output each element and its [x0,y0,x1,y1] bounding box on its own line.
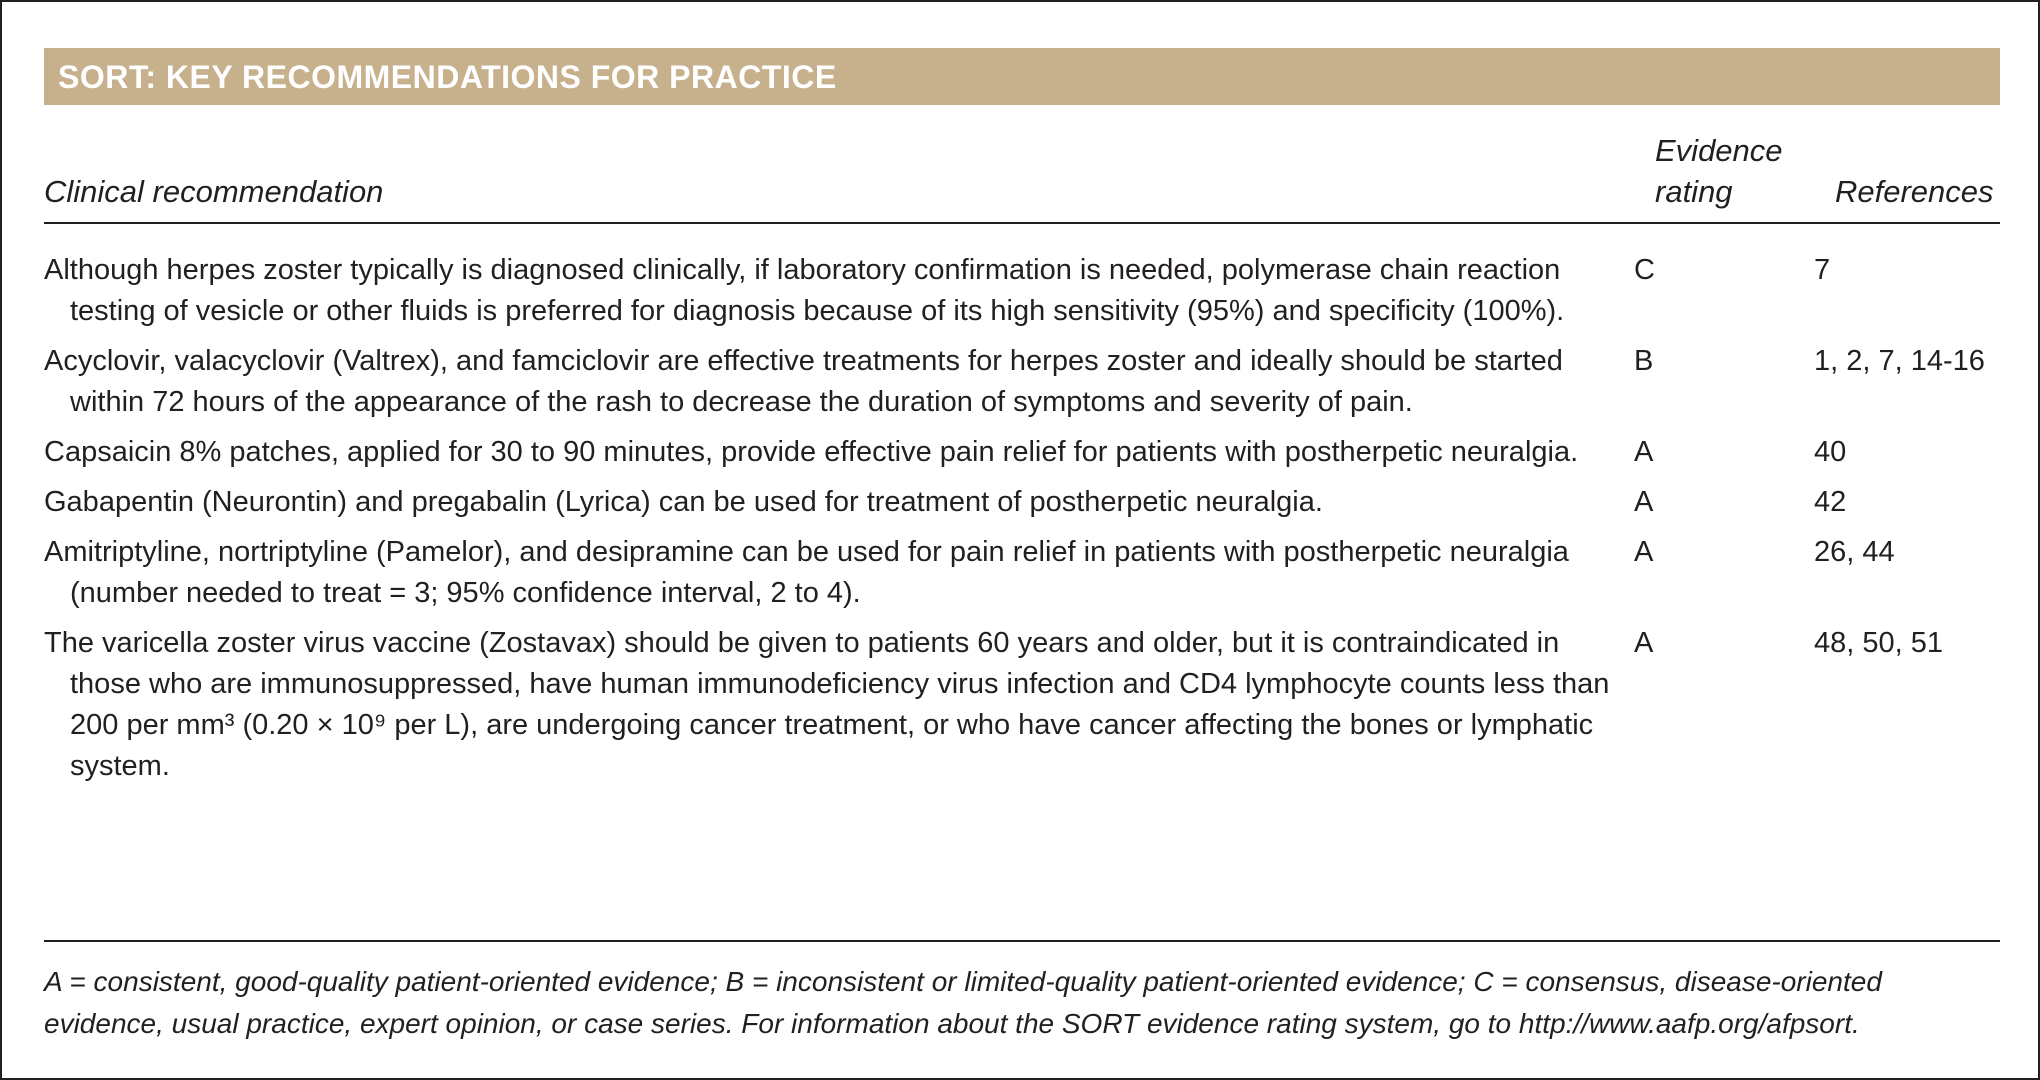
column-header-rating-line2: rating [1655,174,1733,209]
header-divider [44,222,2000,224]
references-cell: 1, 2, 7, 14-16 [1814,345,1985,377]
rating-cell: A [1634,436,1654,468]
header-banner [44,48,2000,105]
column-header-rating-line1: Evidence [1655,133,1783,168]
table-row [44,532,2000,614]
references-cell: 48, 50, 51 [1814,627,1943,659]
column-header-references: References [1835,174,1994,209]
table-row [44,250,2000,332]
rating-cell: B [1634,345,1654,377]
rating-cell: A [1634,486,1654,518]
references-cell: 40 [1814,436,1847,468]
recommendation-cell: Capsaicin 8% patches, applied for 30 to 90 minutes, provide effective pain relief for patients with postherpetic neuralgia. [44,436,1579,468]
recommendation-cell: Amitriptyline, nortriptyline (Pamelor), and desipramine can be used for pain relief in patients with postherpetic neuralgia (number needed to treat = 3; 95% confidence interval, 2 to 4). [44,536,1569,609]
references-cell: 42 [1814,486,1847,518]
recommendation-cell: The varicella zoster virus vaccine (Zostavax) should be given to patients 60 years and older, but it is contraindicated in those who are immunosuppressed, have human immunodeficiency virus infection and CD4 lymphocyte counts less than 200 per mm³ (0.20 × 10⁹ per L), are undergoing cancer treatment, or who have cancer affecting the bones or lymphatic system. [44,627,1610,782]
table-row [44,341,2000,423]
rating-cell: A [1634,536,1654,568]
references-cell: 26, 44 [1814,536,1895,568]
recommendation-cell: Although herpes zoster typically is diagnosed clinically, if laboratory confirmation is needed, polymerase chain reaction testing of vesicle or other fluids is preferred for diagnosis because of its high sensitivity (95%) and specificity (100%). [44,254,1565,327]
rating-cell: A [1634,627,1654,659]
footer-divider [44,940,2000,942]
column-header-recommendation: Clinical recommendation [44,174,384,209]
table-row [44,623,2000,787]
table-row [44,432,2000,473]
references-cell: 7 [1814,254,1831,286]
table-body [44,250,2000,796]
recommendation-cell: Acyclovir, valacyclovir (Valtrex), and famciclovir are effective treatments for herpes zoster and ideally should be started within 72 hours of the appearance of the rash to decrease the duration of symptoms and severity of pain. [44,345,1563,418]
evidence-rating-footnote: A = consistent, good-quality patient-oriented evidence; B = inconsistent or limited-quality patient-oriented evidence; C = consensus, disease-oriented evidence, usual practice, expert opinion, or case series. For information about the SORT evidence rating system, go to http://www.aafp.org/afpsort. [44,966,1882,1039]
rating-cell: C [1634,254,1655,286]
recommendation-cell: Gabapentin (Neurontin) and pregabalin (Lyrica) can be used for treatment of postherpetic neuralgia. [44,486,1323,518]
table-row [44,482,2000,523]
banner-title: SORT: KEY RECOMMENDATIONS FOR PRACTICE [58,59,837,95]
